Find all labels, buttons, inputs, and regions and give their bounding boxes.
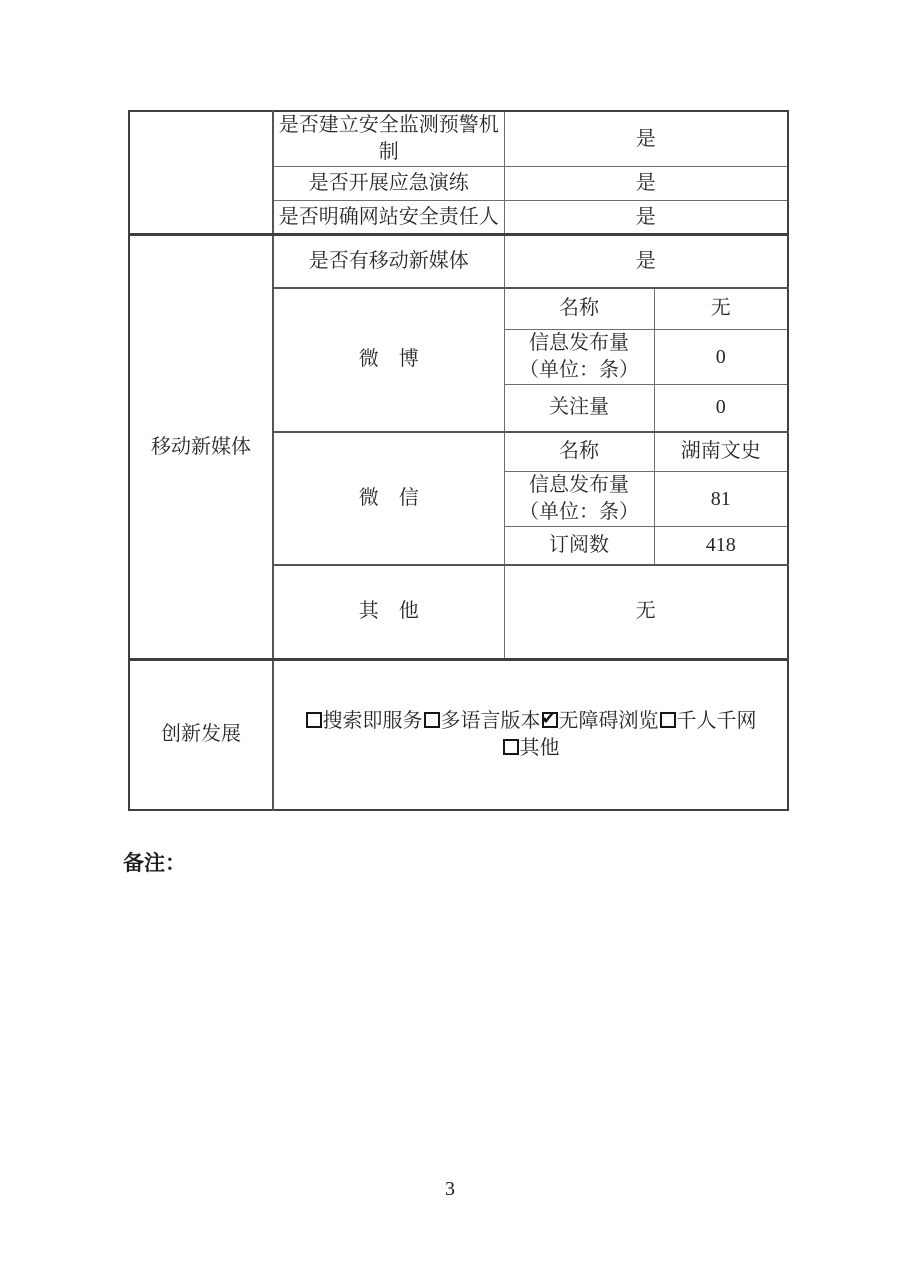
innovation-option [502, 737, 560, 759]
innovation-option-label: 其他 [519, 736, 560, 759]
innovation-option-label: 无障碍浏览 [558, 709, 659, 732]
question-cell: 是否开展应急演练 [273, 167, 504, 201]
innovation-option-label: 千人千网 [676, 709, 757, 732]
field-cell [504, 432, 654, 472]
checkbox-icon[interactable] [660, 712, 676, 728]
innovation-option [423, 710, 541, 732]
field-label-line2: （单位：条） [519, 359, 639, 381]
answer-cell: 是 [504, 111, 788, 167]
innovation-option-label: 多语言版本 [440, 709, 541, 732]
field-label-line2: （单位：条） [519, 501, 639, 523]
table-row [129, 235, 788, 288]
value-cell: 81 [654, 472, 788, 527]
field-cell [504, 330, 654, 385]
field-cell [504, 527, 654, 565]
field-label: 名称 [559, 297, 599, 320]
annual-report-table [128, 110, 789, 811]
answer-cell: 是 [504, 167, 788, 201]
checkbox-icon[interactable] [503, 739, 519, 755]
wechat-label-cell: 微 信 [273, 432, 504, 565]
answer-cell: 是 [504, 201, 788, 235]
page-number: 3 [445, 1178, 455, 1200]
answer-cell: 是 [504, 235, 788, 288]
field-label: 名称 [559, 440, 599, 463]
table-row [129, 111, 788, 167]
value-cell: 湖南文史 [654, 432, 788, 472]
section-label-innovation: 创新发展 [129, 660, 273, 810]
field-label: 信息发布量 [529, 332, 629, 354]
innovation-option [659, 710, 757, 732]
innovation-option [305, 710, 423, 732]
value-cell: 无 [654, 288, 788, 330]
value-cell: 0 [654, 385, 788, 432]
field-cell [504, 385, 654, 432]
value-cell: 无 [504, 565, 788, 660]
question-cell: 是否明确网站安全责任人 [273, 201, 504, 235]
field-label: 订阅数 [549, 533, 609, 556]
remarks-label: 备注： [123, 851, 186, 875]
value-cell: 418 [654, 527, 788, 565]
section-label-cell-empty [129, 111, 273, 235]
question-cell: 是否有移动新媒体 [273, 235, 504, 288]
section-label-mobile-media: 移动新媒体 [129, 235, 273, 660]
innovation-option [541, 710, 659, 732]
checkbox-icon[interactable] [424, 712, 440, 728]
table-row [129, 660, 788, 810]
value-cell: 0 [654, 330, 788, 385]
innovation-option-label: 搜索即服务 [322, 709, 423, 732]
other-media-label-cell: 其 他 [273, 565, 504, 660]
checkbox-icon[interactable] [542, 712, 558, 728]
field-label: 关注量 [549, 396, 609, 419]
question-cell: 是否建立安全监测预警机制 [273, 111, 504, 167]
weibo-label-cell: 微 博 [273, 288, 504, 432]
innovation-options-cell [273, 660, 788, 810]
field-cell [504, 288, 654, 330]
field-label: 信息发布量 [529, 474, 629, 496]
field-cell [504, 472, 654, 527]
checkbox-icon[interactable] [306, 712, 322, 728]
